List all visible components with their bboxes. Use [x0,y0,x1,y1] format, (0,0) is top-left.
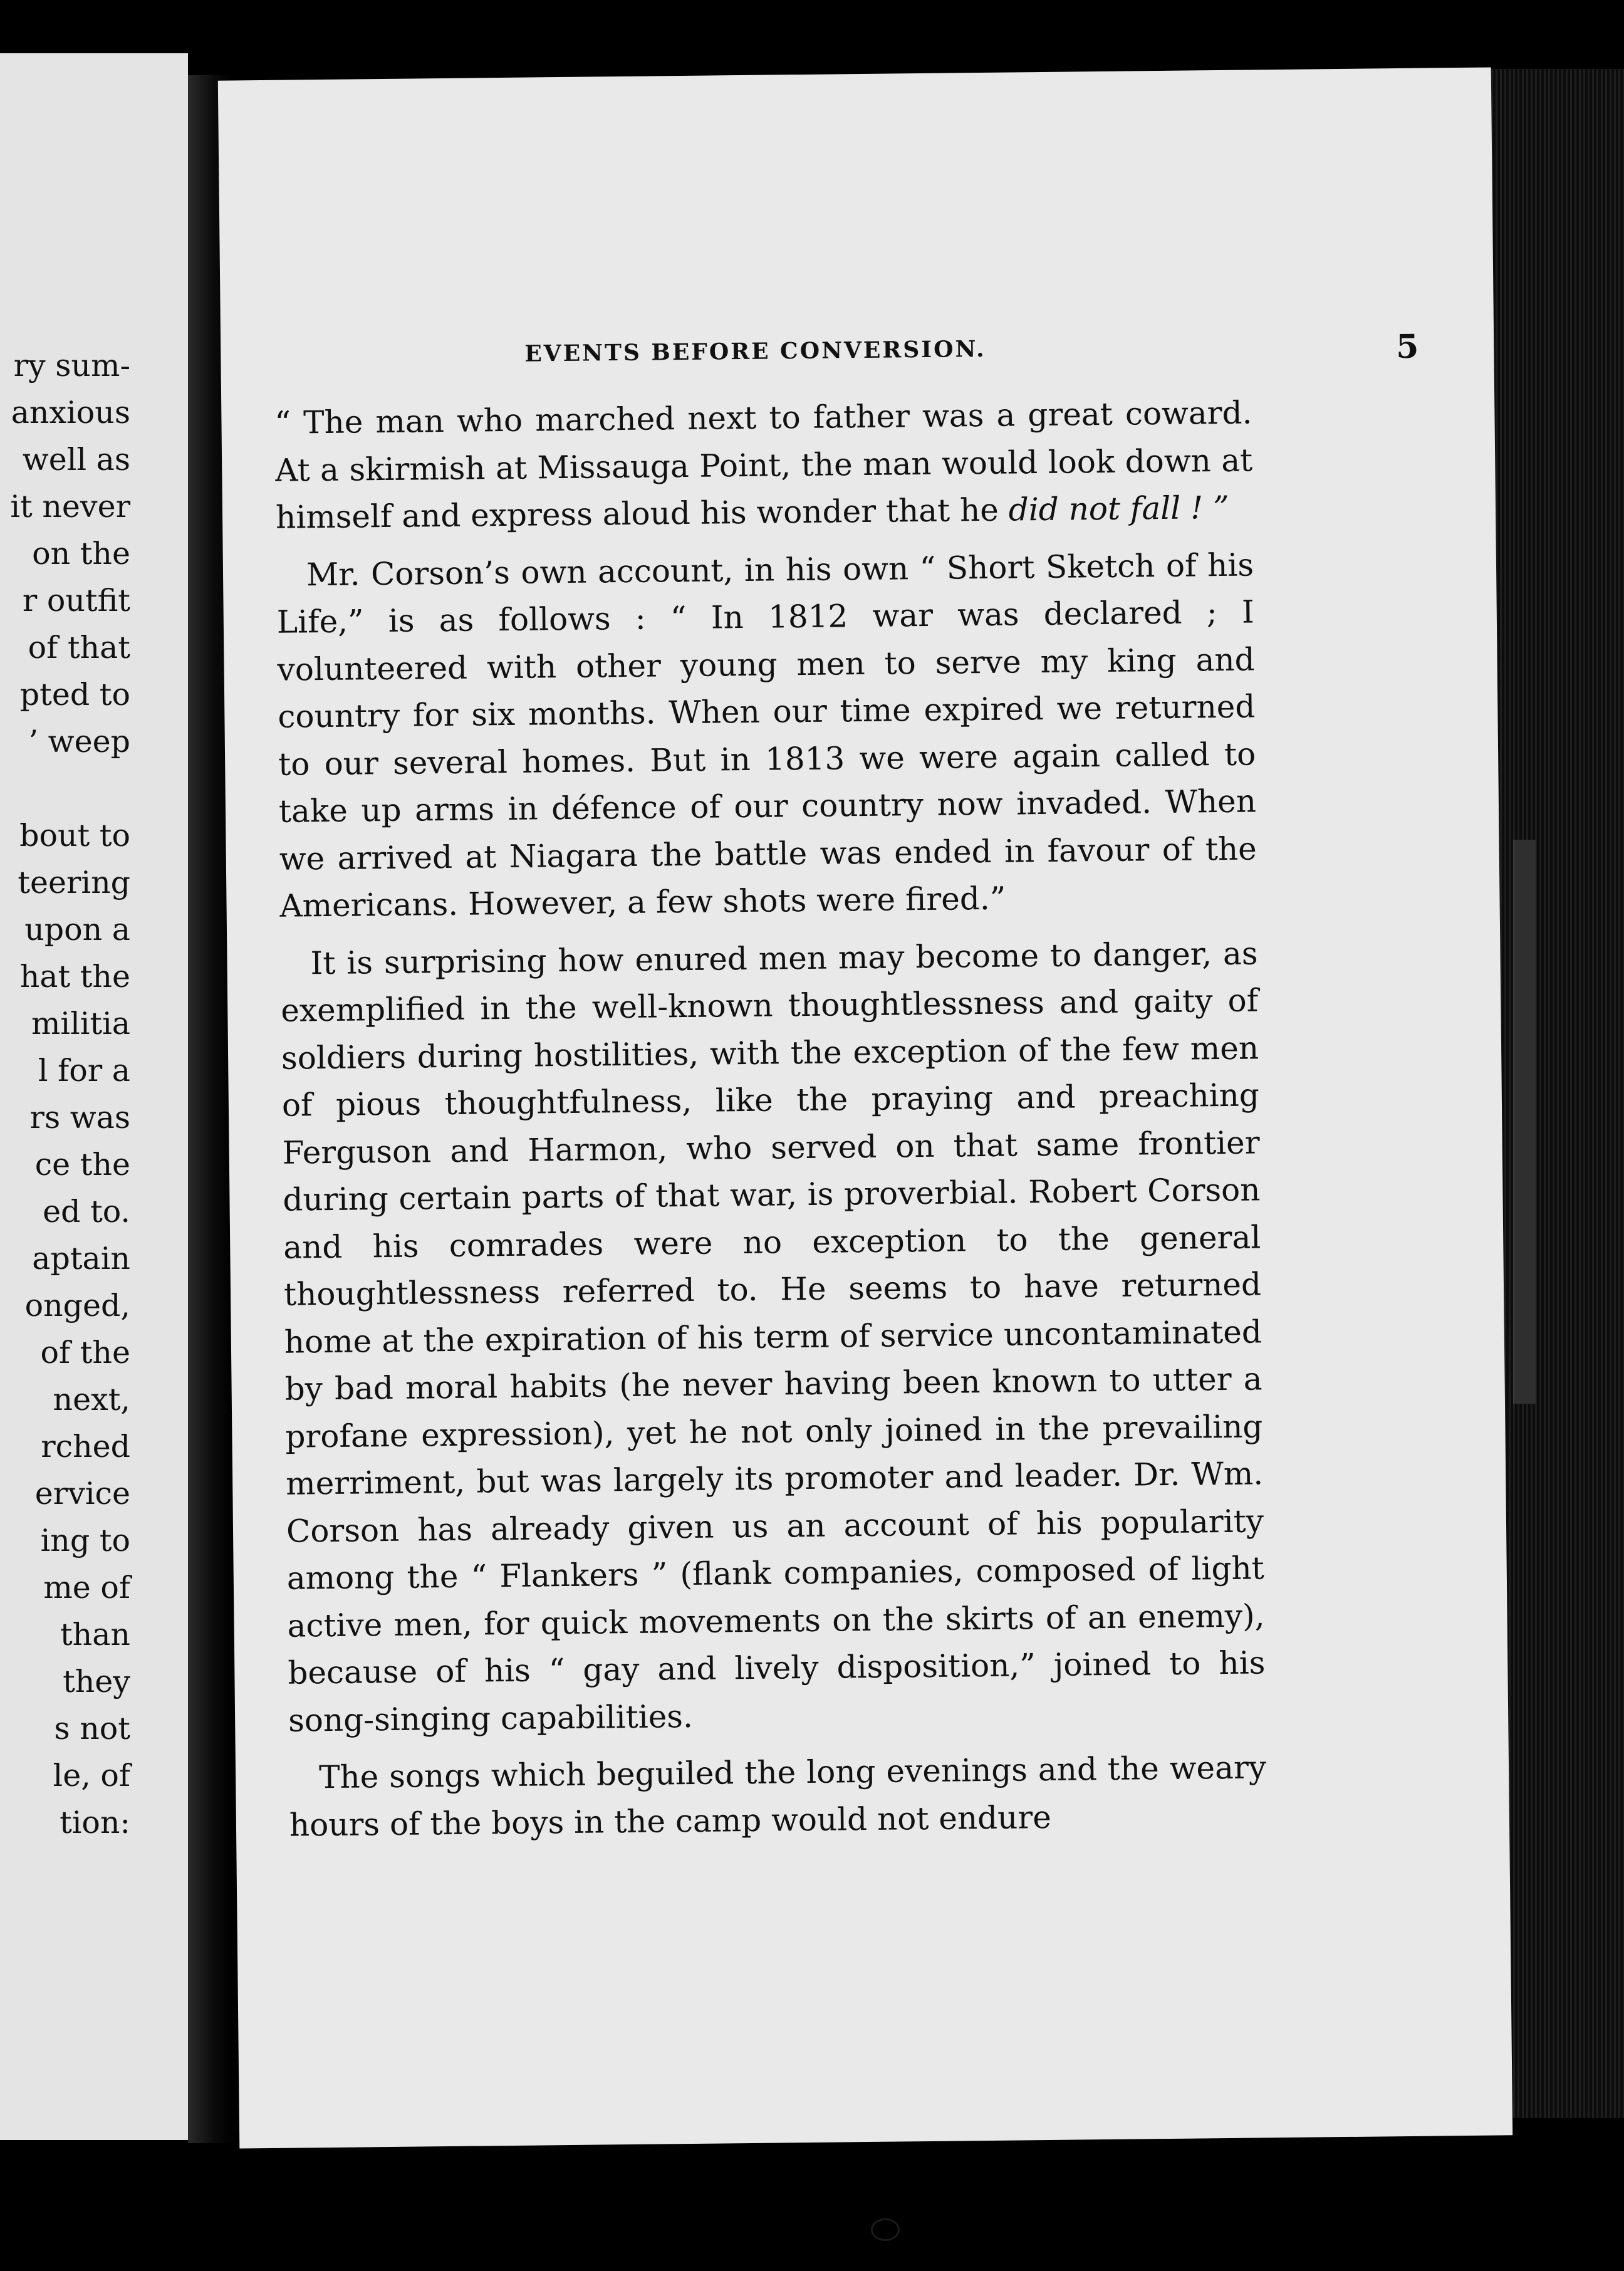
left-page-line: hat the [19,959,130,995]
left-page-line: ed to. [43,1194,130,1229]
left-page-line: ry sum- [13,348,130,384]
left-page-line: pted to [19,677,130,713]
running-head-title: EVENTS BEFORE CONVERSION. [524,335,986,367]
paragraph-thoughtlessness: It is surprising how enured men may become to danger, as exemplified in the well-known thoughtlessness and gaity of soldiers during hostilities, with the exception of the few men of pious thoughtfulness, like the praying and preaching Ferguson and Harmon, who served on that same frontier during certain parts of that war, is proverbial. Robert Corson and his comrades were no exception to the general thoughtlessness referred to. He seems to have returned home at the expiration of his term of service uncontaminated by bad moral habits (he never having been known to utter a profane expression), yet he not only joined in the prevailing merriment, but was largely its promoter and leader. Dr. Wm. Corson has already given us an account of his popularity among the “ Flankers ” (flank companies, composed of light active men, for quick movements on the skirts of an enemy), because of his “ gay and lively disposition,” joined to his song-singing capabilities. [281,934,1266,1739]
left-page-line: of that [28,630,130,666]
left-page-line: of the [40,1335,130,1370]
page-edge-tab [1513,840,1536,1404]
left-page-line: aptain [32,1241,130,1276]
left-page-line: rs was [29,1100,130,1136]
paragraph-text: “ The man who marched next to father was a great coward. At a skirmish at Missauga Point, the man would look down at himself and express aloud his wonder that he [274,394,1253,536]
body-text [274,389,1267,1859]
left-page-line: ing to [40,1523,130,1558]
paragraph-songs: The songs which beguiled the long evenings and the weary hours of the boys in the camp would not endure [289,1749,1267,1844]
left-page-line: anxious [11,395,130,431]
left-page-line: ce the [34,1147,130,1182]
left-page-line: onged, [24,1288,130,1323]
left-page-line: they [63,1664,130,1699]
running-head [221,327,1494,381]
page-number: 5 [1395,327,1419,367]
left-page-line: militia [31,1006,130,1042]
left-page-line: le, of [53,1758,130,1793]
left-page-line: well as [22,442,130,478]
left-page-line: r outfit [22,583,130,619]
left-page-line: on the [32,536,130,572]
book-page [218,67,1512,2148]
left-page-line: it never [10,489,130,525]
italic-phrase: did not fall ! ” [1008,489,1229,528]
left-page-line: ’ weep [28,724,130,760]
left-page-line: rched [41,1429,130,1464]
paragraph-corson-account: Mr. Corson’s own account, in his own “ Short Sketch of his Life,” is as follows : “ In 1812 war was declared ; I volunteered with other young men to serve my king and country for six months. When our time expired we returned to our several homes. But in 1813 we were again called to take up arms in défence of our country now invaded. When we arrived at Niagara the battle was ended in favour of the Americans. However, a few shots were fired.” [276,546,1257,924]
paragraph-quote-coward [274,389,1253,541]
left-page-line: upon a [24,912,130,948]
left-page-line: l for a [38,1053,130,1089]
left-page-line: than [60,1617,130,1652]
left-page-line: s not [54,1711,130,1746]
left-page-line: bout to [19,818,130,854]
page-edges [1491,69,1624,2118]
left-page-line: tion: [60,1805,130,1840]
left-page-line: teering [18,865,130,901]
ink-stain [871,2218,900,2241]
left-page-line: me of [43,1570,130,1605]
left-page-line: next, [53,1382,130,1417]
left-facing-page [0,53,188,2140]
left-page-line: ervice [34,1476,130,1511]
